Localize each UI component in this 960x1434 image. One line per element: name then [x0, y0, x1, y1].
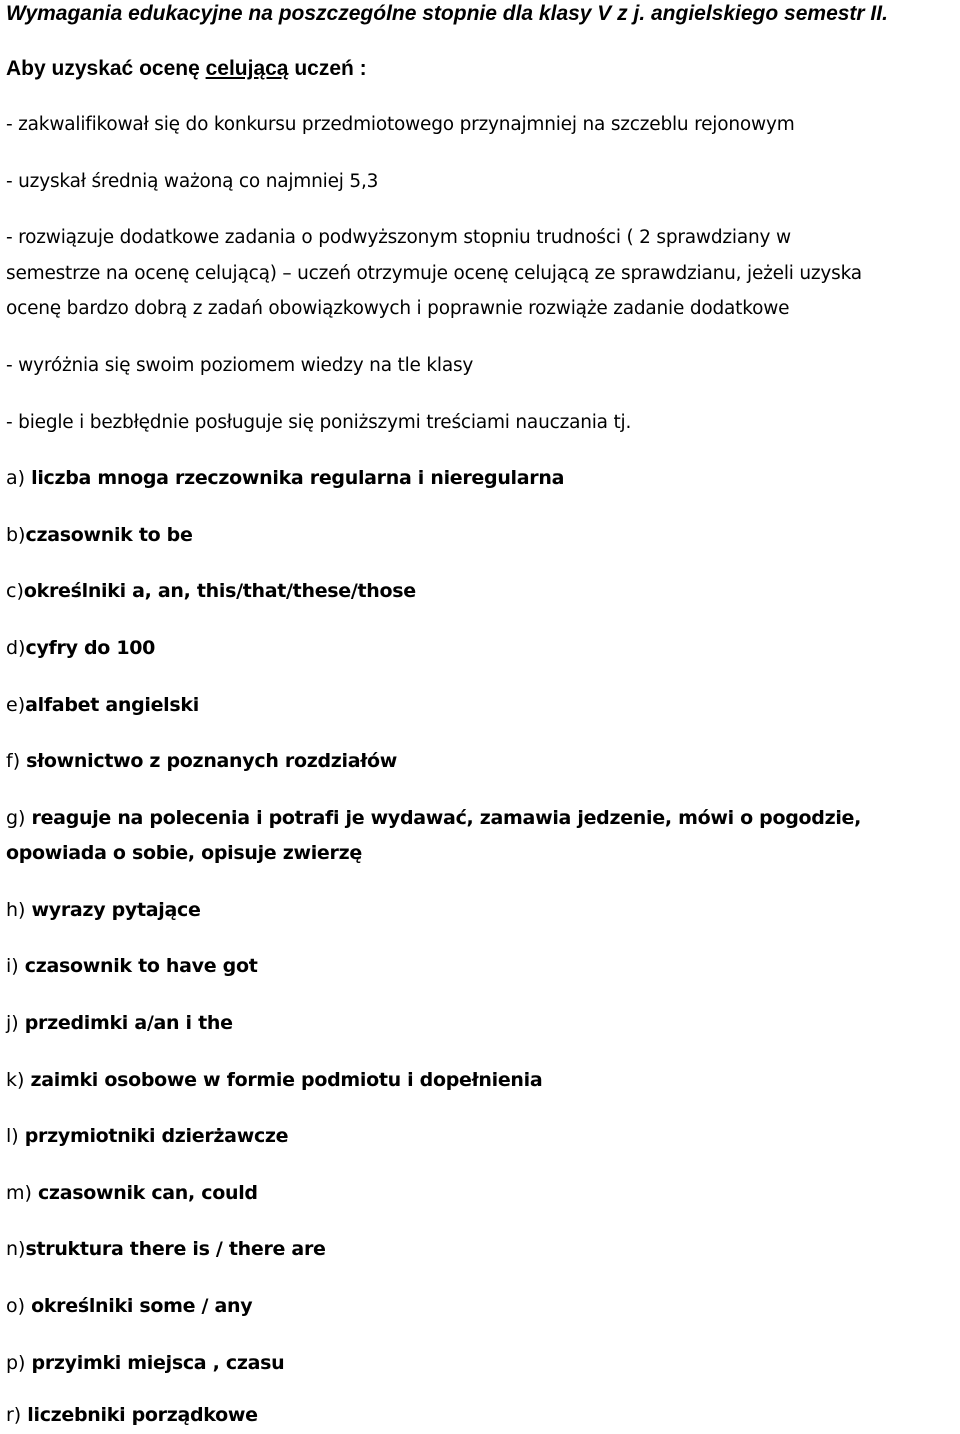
topic-text: alfabet angielski — [25, 694, 199, 716]
topic-text: reaguje na polecenia i potrafi je wydawać, zamawia jedzenie, mówi o pogodzie, — [31, 807, 862, 829]
topic-text: przedimki a/an i the — [24, 1012, 233, 1034]
topic-item — [6, 1346, 284, 1381]
topic-item — [6, 574, 416, 609]
topic-marker: k) — [6, 1069, 31, 1091]
topic-marker: b) — [6, 524, 26, 546]
topic-item — [6, 1006, 233, 1041]
topic-marker: a) — [6, 467, 32, 489]
topic-marker: d) — [6, 637, 26, 659]
topic-marker: c) — [6, 580, 24, 602]
grade-heading-before: Aby uzyskać ocenę — [6, 57, 206, 80]
topic-text: określniki a, an, this/that/these/those — [23, 580, 416, 602]
topic-item — [6, 1289, 252, 1324]
topic-text: czasownik to be — [25, 524, 193, 546]
topic-item — [6, 461, 564, 496]
topic-marker: o) — [6, 1295, 32, 1317]
requirement-line: - wyróżnia się swoim poziomem wiedzy na tle klasy — [6, 355, 474, 376]
topic-item-continuation — [6, 836, 362, 871]
topic-item — [6, 801, 861, 836]
topic-text: wyrazy pytające — [31, 899, 201, 921]
topic-item — [6, 1232, 326, 1267]
topic-text: czasownik to have got — [24, 955, 258, 977]
topic-marker: n) — [6, 1238, 26, 1260]
topic-item — [6, 1063, 542, 1098]
requirement-line: - biegle i bezbłędnie posługuje się poniższymi treściami nauczania tj. — [6, 412, 632, 433]
topic-text: czasownik can, could — [37, 1182, 258, 1204]
topic-text: liczba mnoga rzeczownika regularna i nieregularna — [31, 467, 565, 489]
topic-marker: h) — [6, 899, 32, 921]
topic-item — [6, 1119, 288, 1154]
topic-marker: e) — [6, 694, 26, 716]
topic-text: zaimki osobowe w formie podmiotu i dopełnienia — [30, 1069, 543, 1091]
topic-text: opowiada o sobie, opisuje zwierzę — [6, 842, 362, 864]
requirement-line: - uzyskał średnią ważoną co najmniej 5,3 — [6, 171, 379, 192]
topic-marker: f) — [6, 750, 27, 772]
topic-item — [6, 688, 199, 723]
topic-marker: j) — [6, 1012, 25, 1034]
document-title: Wymagania edukacyjne na poszczególne stopnie dla klasy V z j. angielskiego semestr II. — [6, 2, 888, 25]
topic-text: liczebniki porządkowe — [27, 1404, 258, 1426]
topic-text: przymiotniki dzierżawcze — [24, 1125, 289, 1147]
topic-marker: i) — [6, 955, 25, 977]
topic-item — [6, 631, 155, 666]
requirement-line: ocenę bardzo dobrą z zadań obowiązkowych i poprawnie rozwiąże zadanie dodatkowe — [6, 298, 790, 319]
topic-text: słownictwo z poznanych rozdziałów — [26, 750, 398, 772]
grade-heading — [6, 55, 367, 83]
grade-heading-after: uczeń : — [288, 57, 367, 80]
topic-text: określniki some / any — [31, 1295, 253, 1317]
topic-item — [6, 1398, 258, 1433]
topic-marker: r) — [6, 1404, 28, 1426]
grade-heading-underlined: celującą — [205, 57, 289, 80]
requirement-line: - rozwiązuje dodatkowe zadania o podwyższonym stopniu trudności ( 2 sprawdziany w — [6, 227, 791, 248]
topic-marker: p) — [6, 1352, 32, 1374]
requirement-line: semestrze na ocenę celującą) – uczeń otrzymuje ocenę celującą ze sprawdzianu, jeżeli uzyska — [6, 263, 862, 284]
requirement-line: - zakwalifikował się do konkursu przedmiotowego przynajmniej na szczeblu rejonowym — [6, 114, 795, 135]
topic-item — [6, 518, 193, 553]
topic-marker: g) — [6, 807, 32, 829]
topic-marker: m) — [6, 1182, 38, 1204]
topic-item — [6, 949, 258, 984]
topic-item — [6, 893, 201, 928]
topic-item — [6, 1176, 258, 1211]
topic-text: cyfry do 100 — [25, 637, 156, 659]
topic-marker: l) — [6, 1125, 25, 1147]
topic-text: przyimki miejsca , czasu — [31, 1352, 285, 1374]
topic-text: struktura there is / there are — [25, 1238, 326, 1260]
topic-item — [6, 744, 397, 779]
